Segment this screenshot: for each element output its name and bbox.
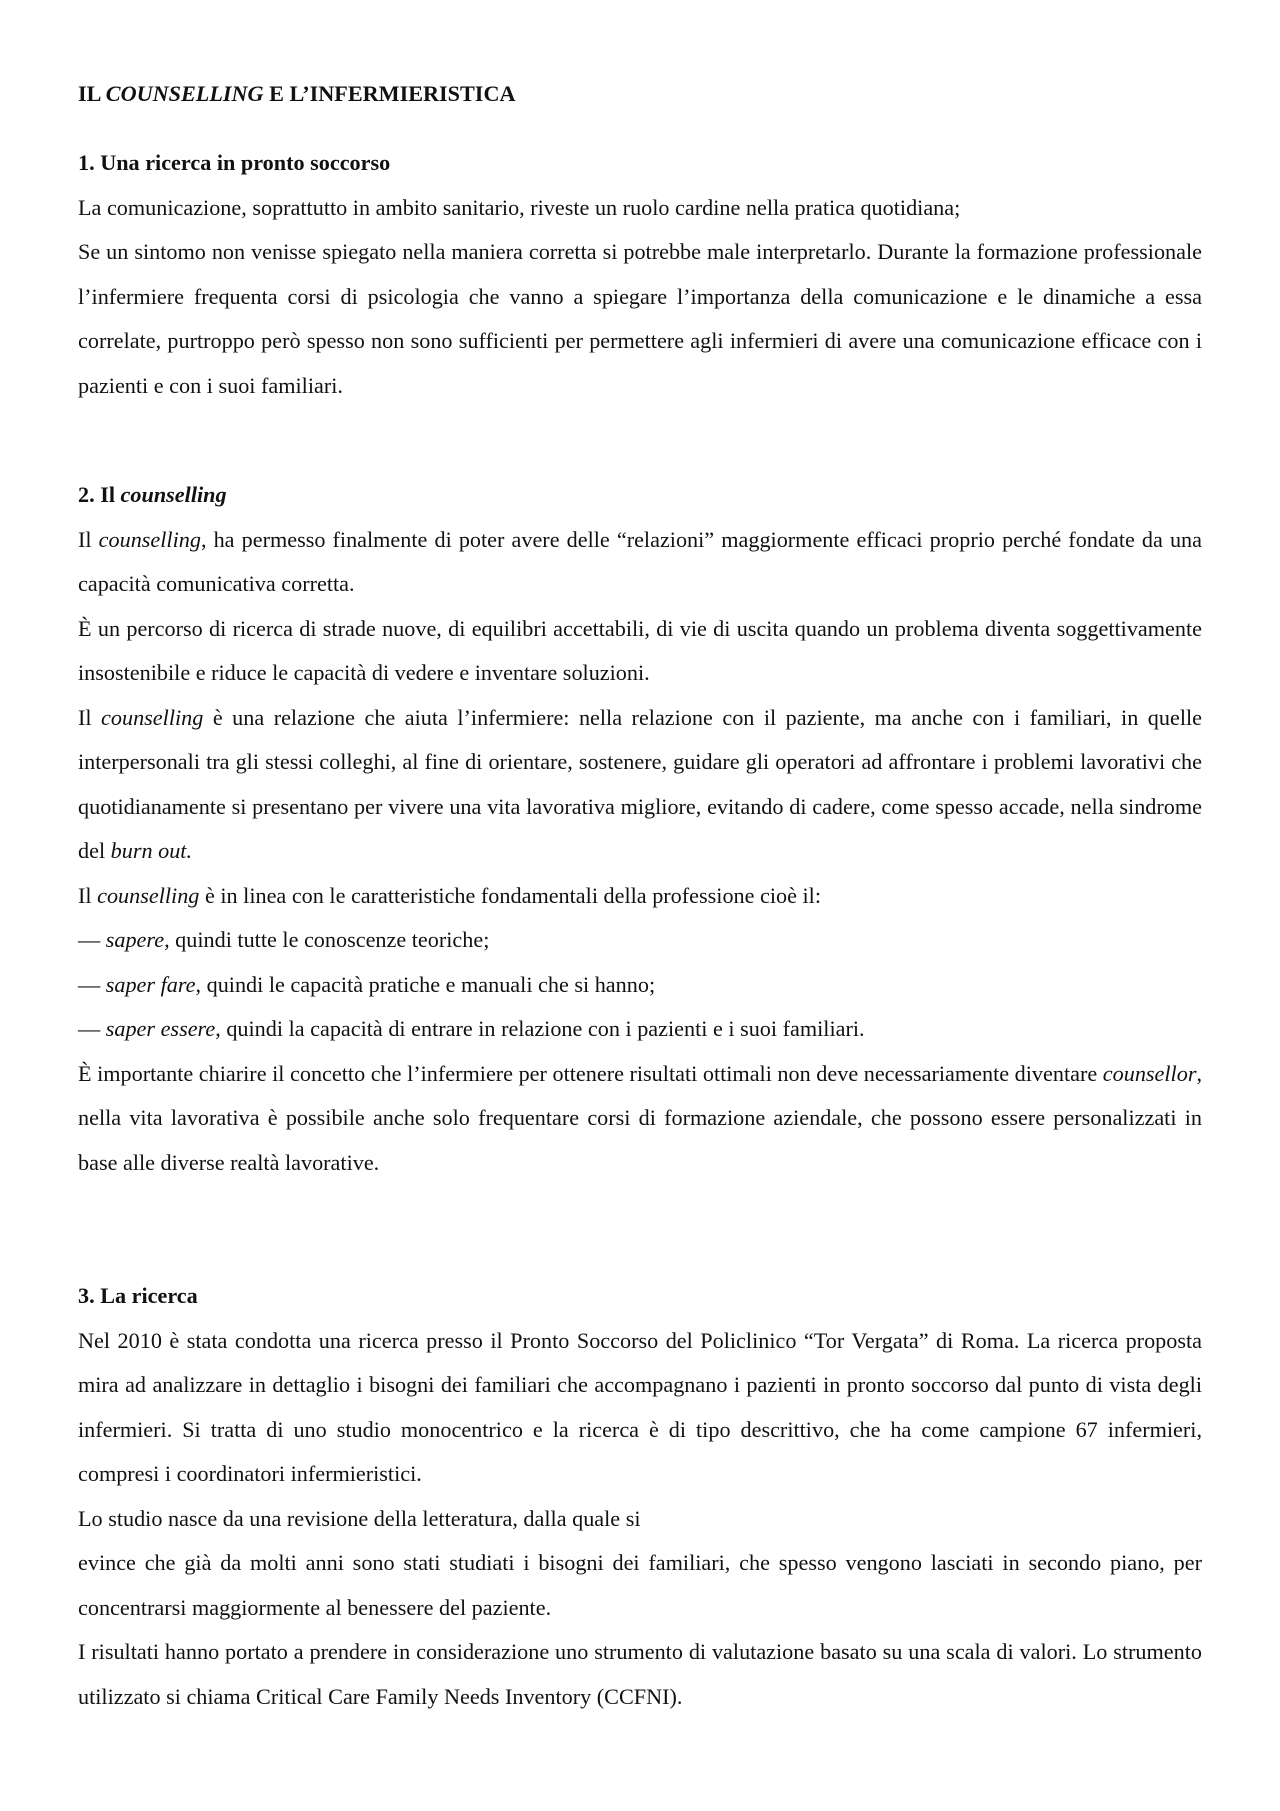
section-2-paragraph-3 bbox=[78, 696, 1202, 874]
text-run: , quindi tutte le conoscenze teoriche; bbox=[164, 927, 490, 952]
section-2 bbox=[78, 473, 1202, 1185]
section-2-paragraph-1 bbox=[78, 518, 1202, 607]
emphasis-run: saper fare bbox=[105, 971, 196, 997]
text-run: , quindi la capacità di entrare in relazione con i pazienti e i suoi familiari. bbox=[215, 1016, 865, 1041]
section-3-paragraph-2: Lo studio nasce da una revisione della letteratura, dalla quale si bbox=[78, 1505, 641, 1531]
section-2-heading bbox=[78, 473, 1202, 518]
section-3-paragraph-1: Nel 2010 è stata condotta una ricerca presso il Pronto Soccorso del Policlinico “Tor Vergata” di Roma. La ricerca proposta mira ad analizzare in dettaglio i bisogni dei familiari che accompagnano i pazienti in pronto soccorso dal punto di vista degli infermieri. Si tratta di uno studio monocentrico e la ricerca è di tipo descrittivo, che ha come campione 67 infermieri, compresi i coordinatori infermieristici. bbox=[78, 1327, 1202, 1486]
document-title bbox=[78, 78, 1202, 110]
section-3-heading: 3. La ricerca bbox=[78, 1283, 198, 1308]
section-2-paragraph-4 bbox=[78, 874, 1202, 919]
section-1-heading: 1. Una ricerca in pronto soccorso bbox=[78, 150, 391, 175]
text-run: è una relazione che aiuta l’infermiere: nella relazione con il paziente, ma anche con i familiari, in quelle interpersonali tra gli stessi colleghi, al fine di orientare, sostenere, guidare gli operatori ad affrontare i problemi lavorativi che quotidianamente si presentano per vivere una vita lavorativa migliore, evitando di cadere, come spesso accade, nella sindrome del bbox=[78, 704, 1202, 863]
text-run: Il bbox=[78, 704, 102, 730]
emphasis-run: counsellor bbox=[1102, 1060, 1197, 1086]
dash-bullet: — bbox=[78, 1016, 106, 1041]
section-2-heading-prefix: 2. Il bbox=[78, 482, 121, 507]
section-2-heading-emphasis: counselling bbox=[120, 482, 227, 507]
text-run: , nella vita lavorativa è possibile anche solo frequentare corsi di formazione aziendale, che possono essere personalizzati in base alle diverse realtà lavorative. bbox=[78, 1060, 1202, 1175]
emphasis-run: saper essere bbox=[105, 1016, 216, 1041]
emphasis-run: burn out. bbox=[110, 838, 193, 863]
title-emphasis: COUNSELLING bbox=[105, 81, 264, 106]
title-prefix: IL bbox=[78, 81, 106, 106]
list-item bbox=[78, 918, 1202, 963]
section-1 bbox=[78, 141, 1202, 408]
list-item bbox=[78, 963, 1202, 1008]
list-item bbox=[78, 1007, 1202, 1052]
section-3-paragraph-4: I risultati hanno portato a prendere in considerazione uno strumento di valutazione basato su una scala di valori. Lo strumento utilizzato si chiama Critical Care Family Needs Inventory (CCFNI). bbox=[78, 1639, 1202, 1709]
section-2-paragraph-5 bbox=[78, 1052, 1202, 1186]
title-suffix: E L’INFERMIERISTICA bbox=[263, 81, 516, 106]
section-3-paragraph-3: evince che già da molti anni sono stati studiati i bisogni dei familiari, che spesso vengono lasciati in secondo piano, per concentrarsi maggiormente al benessere del paziente. bbox=[78, 1550, 1202, 1620]
text-run: Il bbox=[78, 882, 98, 908]
text-run: È importante chiarire il concetto che l’infermiere per ottenere risultati ottimali non deve necessariamente diventare bbox=[78, 1060, 1103, 1086]
text-run: , ha permesso finalmente di poter avere delle “relazioni” maggiormente efficaci proprio perché fondate da una capacità comunicativa corretta. bbox=[78, 526, 1202, 596]
text-run: Il bbox=[78, 526, 99, 552]
emphasis-run: counselling bbox=[97, 882, 200, 908]
emphasis-run: sapere bbox=[105, 927, 165, 952]
section-3 bbox=[78, 1274, 1202, 1719]
section-2-paragraph-2: È un percorso di ricerca di strade nuove, di equilibri accettabili, di vie di uscita quando un problema diventa soggettivamente insostenibile e riduce le capacità di vedere e inventare soluzioni. bbox=[78, 615, 1202, 685]
emphasis-run: counselling bbox=[98, 526, 201, 552]
text-run: , quindi le capacità pratiche e manuali che si hanno; bbox=[195, 971, 656, 997]
dash-bullet: — bbox=[78, 971, 106, 997]
section-1-paragraph-2: Se un sintomo non venisse spiegato nella maniera corretta si potrebbe male interpretarlo. Durante la formazione professionale l’infermiere frequenta corsi di psicologia che vanno a spiegare l’importanza della comunicazione e le dinamiche a essa correlate, purtroppo però spesso non sono sufficienti per permettere agli infermieri di avere una comunicazione efficace con i pazienti e con i suoi familiari. bbox=[78, 239, 1202, 398]
dash-bullet: — bbox=[78, 927, 106, 952]
emphasis-run: counselling bbox=[101, 704, 204, 730]
text-run: è in linea con le caratteristiche fondamentali della professione cioè il: bbox=[199, 882, 822, 908]
section-1-paragraph-1: La comunicazione, soprattutto in ambito sanitario, riveste un ruolo cardine nella pratica quotidiana; bbox=[78, 194, 961, 220]
